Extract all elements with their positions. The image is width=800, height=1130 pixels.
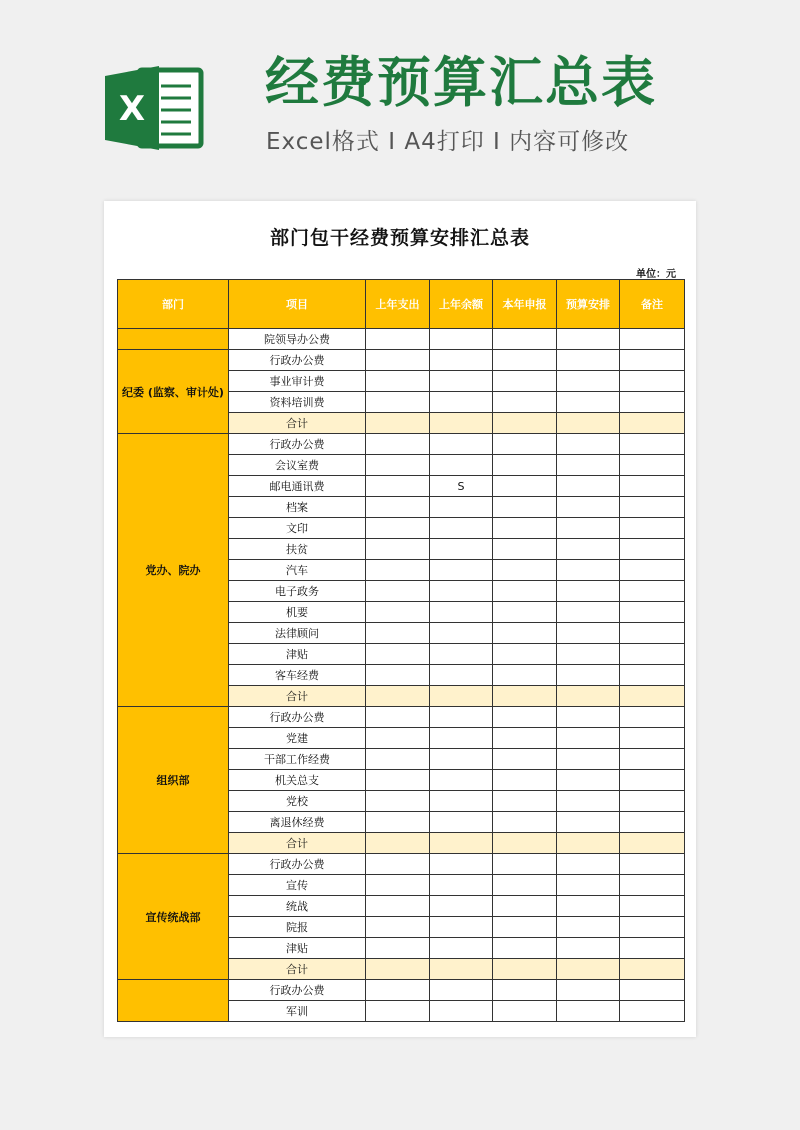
value-cell[interactable]: [366, 392, 430, 413]
value-cell[interactable]: [557, 791, 620, 812]
value-cell[interactable]: [493, 875, 557, 896]
value-cell[interactable]: [620, 875, 685, 896]
value-cell[interactable]: [430, 434, 493, 455]
value-cell[interactable]: [493, 371, 557, 392]
excel-logo-icon: [103, 62, 207, 154]
value-cell[interactable]: [430, 623, 493, 644]
item-cell[interactable]: 文印: [229, 518, 366, 539]
item-cell[interactable]: 事业审计费: [229, 371, 366, 392]
value-cell[interactable]: [557, 875, 620, 896]
value-cell[interactable]: [620, 413, 685, 434]
value-cell[interactable]: [493, 812, 557, 833]
value-cell[interactable]: [493, 728, 557, 749]
value-cell[interactable]: [493, 350, 557, 371]
value-cell[interactable]: [620, 686, 685, 707]
value-cell[interactable]: [430, 350, 493, 371]
value-cell[interactable]: [366, 938, 430, 959]
value-cell[interactable]: [493, 770, 557, 791]
value-cell[interactable]: [557, 329, 620, 350]
value-cell[interactable]: [430, 518, 493, 539]
value-cell[interactable]: [366, 518, 430, 539]
item-cell[interactable]: 机关总支: [229, 770, 366, 791]
item-cell[interactable]: 电子政务: [229, 581, 366, 602]
value-cell[interactable]: [430, 770, 493, 791]
value-cell[interactable]: [430, 707, 493, 728]
value-cell[interactable]: [366, 371, 430, 392]
value-cell[interactable]: [557, 707, 620, 728]
value-cell[interactable]: [620, 917, 685, 938]
value-cell[interactable]: [620, 497, 685, 518]
value-cell[interactable]: [366, 434, 430, 455]
value-cell[interactable]: [557, 518, 620, 539]
value-cell[interactable]: [430, 413, 493, 434]
value-cell[interactable]: [620, 770, 685, 791]
value-cell[interactable]: [493, 959, 557, 980]
value-cell[interactable]: [493, 791, 557, 812]
item-cell[interactable]: 资料培训费: [229, 392, 366, 413]
value-cell[interactable]: [557, 728, 620, 749]
value-cell[interactable]: [366, 602, 430, 623]
value-cell[interactable]: [366, 917, 430, 938]
department-cell[interactable]: 组织部: [118, 707, 229, 854]
value-cell[interactable]: S: [430, 476, 493, 497]
value-cell[interactable]: [557, 581, 620, 602]
value-cell[interactable]: [430, 329, 493, 350]
page-title: 经费预算汇总表: [265, 51, 657, 114]
value-cell[interactable]: [366, 770, 430, 791]
value-cell[interactable]: [557, 749, 620, 770]
value-cell[interactable]: [430, 854, 493, 875]
value-cell[interactable]: [620, 623, 685, 644]
value-cell[interactable]: [493, 833, 557, 854]
value-cell[interactable]: [620, 455, 685, 476]
value-cell[interactable]: [557, 896, 620, 917]
item-cell[interactable]: 党建: [229, 728, 366, 749]
value-cell[interactable]: [430, 875, 493, 896]
value-cell[interactable]: [557, 539, 620, 560]
value-cell[interactable]: [493, 560, 557, 581]
unit-label: 单位：元: [636, 269, 676, 280]
value-cell[interactable]: [620, 644, 685, 665]
value-cell[interactable]: [366, 581, 430, 602]
value-cell[interactable]: [430, 539, 493, 560]
value-cell[interactable]: [366, 791, 430, 812]
value-cell[interactable]: [430, 980, 493, 1001]
value-cell[interactable]: [430, 455, 493, 476]
value-cell[interactable]: [366, 875, 430, 896]
value-cell[interactable]: [620, 539, 685, 560]
value-cell[interactable]: [366, 644, 430, 665]
value-cell[interactable]: [430, 581, 493, 602]
value-cell[interactable]: [493, 602, 557, 623]
value-cell[interactable]: [493, 707, 557, 728]
value-cell[interactable]: [366, 413, 430, 434]
value-cell[interactable]: [620, 560, 685, 581]
value-cell[interactable]: [493, 896, 557, 917]
value-cell[interactable]: [620, 728, 685, 749]
table-header-row: [118, 280, 685, 329]
budget-table: [117, 279, 685, 1022]
table-row: [118, 329, 685, 350]
item-cell[interactable]: 邮电通讯费: [229, 476, 366, 497]
value-cell[interactable]: [493, 854, 557, 875]
item-cell[interactable]: 津贴: [229, 938, 366, 959]
value-cell[interactable]: [493, 518, 557, 539]
value-cell[interactable]: [557, 833, 620, 854]
value-cell[interactable]: [557, 371, 620, 392]
value-cell[interactable]: [557, 665, 620, 686]
value-cell[interactable]: [493, 644, 557, 665]
item-cell[interactable]: 行政办公费: [229, 854, 366, 875]
value-cell[interactable]: [430, 497, 493, 518]
value-cell[interactable]: [620, 980, 685, 1001]
value-cell[interactable]: [620, 371, 685, 392]
value-cell[interactable]: [493, 980, 557, 1001]
logo-letter: X: [118, 89, 146, 129]
value-cell[interactable]: [366, 959, 430, 980]
value-cell[interactable]: [430, 392, 493, 413]
value-cell[interactable]: [557, 938, 620, 959]
value-cell[interactable]: [620, 812, 685, 833]
table-row: [118, 350, 685, 371]
item-cell[interactable]: 法律顾问: [229, 623, 366, 644]
value-cell[interactable]: [493, 623, 557, 644]
value-cell[interactable]: [430, 665, 493, 686]
value-cell[interactable]: [557, 434, 620, 455]
column-header: 项目: [229, 280, 366, 329]
value-cell[interactable]: [366, 707, 430, 728]
value-cell[interactable]: [430, 812, 493, 833]
value-cell[interactable]: [557, 770, 620, 791]
value-cell[interactable]: [366, 623, 430, 644]
value-cell[interactable]: [366, 539, 430, 560]
value-cell[interactable]: [493, 581, 557, 602]
item-cell[interactable]: 扶贫: [229, 539, 366, 560]
item-cell[interactable]: 院领导办公费: [229, 329, 366, 350]
value-cell[interactable]: [430, 749, 493, 770]
table-row: [118, 434, 685, 455]
value-cell[interactable]: [557, 392, 620, 413]
item-cell[interactable]: 行政办公费: [229, 980, 366, 1001]
value-cell[interactable]: [430, 371, 493, 392]
value-cell[interactable]: [493, 476, 557, 497]
department-cell[interactable]: 党办、院办: [118, 434, 229, 707]
value-cell[interactable]: [493, 455, 557, 476]
value-cell[interactable]: [366, 833, 430, 854]
column-header: 预算安排: [557, 280, 620, 329]
item-cell[interactable]: 行政办公费: [229, 707, 366, 728]
value-cell[interactable]: [557, 917, 620, 938]
value-cell[interactable]: [557, 476, 620, 497]
column-header: 上年支出: [366, 280, 430, 329]
value-cell[interactable]: [557, 1001, 620, 1022]
value-cell[interactable]: [557, 812, 620, 833]
column-header: 上年余额: [430, 280, 493, 329]
value-cell[interactable]: [557, 959, 620, 980]
value-cell[interactable]: [620, 707, 685, 728]
value-cell[interactable]: [557, 560, 620, 581]
value-cell[interactable]: [493, 938, 557, 959]
table-row: [118, 707, 685, 728]
item-cell[interactable]: 军训: [229, 1001, 366, 1022]
value-cell[interactable]: [620, 434, 685, 455]
value-cell[interactable]: [430, 644, 493, 665]
item-cell[interactable]: 合计: [229, 959, 366, 980]
value-cell[interactable]: [366, 812, 430, 833]
value-cell[interactable]: [620, 518, 685, 539]
value-cell[interactable]: [430, 959, 493, 980]
value-cell[interactable]: [366, 455, 430, 476]
value-cell[interactable]: [493, 665, 557, 686]
value-cell[interactable]: [620, 791, 685, 812]
value-cell[interactable]: [557, 497, 620, 518]
value-cell[interactable]: [493, 917, 557, 938]
department-cell[interactable]: [118, 329, 229, 350]
item-cell[interactable]: 行政办公费: [229, 350, 366, 371]
value-cell[interactable]: [557, 980, 620, 1001]
value-cell[interactable]: [430, 833, 493, 854]
value-cell[interactable]: [620, 1001, 685, 1022]
value-cell[interactable]: [430, 917, 493, 938]
item-cell[interactable]: 合计: [229, 686, 366, 707]
item-cell[interactable]: 党校: [229, 791, 366, 812]
department-cell[interactable]: 宣传统战部: [118, 854, 229, 980]
value-cell[interactable]: [366, 854, 430, 875]
item-cell[interactable]: 汽车: [229, 560, 366, 581]
item-cell[interactable]: 客车经费: [229, 665, 366, 686]
value-cell[interactable]: [493, 413, 557, 434]
value-cell[interactable]: [366, 329, 430, 350]
spreadsheet-preview: [104, 201, 696, 1037]
item-cell[interactable]: 合计: [229, 413, 366, 434]
value-cell[interactable]: [557, 686, 620, 707]
table-row: [118, 980, 685, 1001]
value-cell[interactable]: [366, 665, 430, 686]
value-cell[interactable]: [557, 413, 620, 434]
value-cell[interactable]: [366, 476, 430, 497]
value-cell[interactable]: [366, 728, 430, 749]
sheet-title: 部门包干经费预算安排汇总表: [269, 227, 530, 249]
item-cell[interactable]: 宣传: [229, 875, 366, 896]
item-cell[interactable]: 合计: [229, 833, 366, 854]
department-cell[interactable]: [118, 980, 229, 1022]
value-cell[interactable]: [493, 329, 557, 350]
value-cell[interactable]: [620, 350, 685, 371]
value-cell[interactable]: [557, 644, 620, 665]
value-cell[interactable]: [620, 329, 685, 350]
item-cell[interactable]: 统战: [229, 896, 366, 917]
value-cell[interactable]: [366, 749, 430, 770]
value-cell[interactable]: [620, 749, 685, 770]
value-cell[interactable]: [366, 1001, 430, 1022]
value-cell[interactable]: [620, 833, 685, 854]
value-cell[interactable]: [493, 392, 557, 413]
value-cell[interactable]: [493, 497, 557, 518]
page-subtitle: Excel格式 I A4打印 I 内容可修改: [266, 129, 630, 155]
value-cell[interactable]: [620, 476, 685, 497]
column-header: 部门: [118, 280, 229, 329]
value-cell[interactable]: [430, 728, 493, 749]
item-cell[interactable]: 津贴: [229, 644, 366, 665]
value-cell[interactable]: [493, 749, 557, 770]
value-cell[interactable]: [493, 434, 557, 455]
column-header: 备注: [620, 280, 685, 329]
value-cell[interactable]: [557, 854, 620, 875]
item-cell[interactable]: 机要: [229, 602, 366, 623]
value-cell[interactable]: [493, 686, 557, 707]
value-cell[interactable]: [366, 980, 430, 1001]
value-cell[interactable]: [366, 497, 430, 518]
value-cell[interactable]: [620, 959, 685, 980]
value-cell[interactable]: [430, 896, 493, 917]
value-cell[interactable]: [366, 560, 430, 581]
value-cell[interactable]: [557, 602, 620, 623]
value-cell[interactable]: [366, 686, 430, 707]
value-cell[interactable]: [557, 350, 620, 371]
value-cell[interactable]: [620, 665, 685, 686]
value-cell[interactable]: [493, 1001, 557, 1022]
value-cell[interactable]: [493, 539, 557, 560]
item-cell[interactable]: 离退休经费: [229, 812, 366, 833]
item-cell[interactable]: 院报: [229, 917, 366, 938]
table-row: [118, 854, 685, 875]
value-cell[interactable]: [430, 686, 493, 707]
value-cell[interactable]: [620, 896, 685, 917]
value-cell[interactable]: [366, 896, 430, 917]
value-cell[interactable]: [430, 1001, 493, 1022]
item-cell[interactable]: 档案: [229, 497, 366, 518]
column-header: 本年申报: [493, 280, 557, 329]
item-cell[interactable]: 会议室费: [229, 455, 366, 476]
value-cell[interactable]: [557, 623, 620, 644]
value-cell[interactable]: [620, 854, 685, 875]
item-cell[interactable]: 干部工作经费: [229, 749, 366, 770]
department-cell[interactable]: 纪委 (监察、审计处): [118, 350, 229, 434]
value-cell[interactable]: [620, 581, 685, 602]
value-cell[interactable]: [366, 350, 430, 371]
value-cell[interactable]: [430, 938, 493, 959]
value-cell[interactable]: [430, 560, 493, 581]
item-cell[interactable]: 行政办公费: [229, 434, 366, 455]
value-cell[interactable]: [430, 791, 493, 812]
value-cell[interactable]: [620, 392, 685, 413]
value-cell[interactable]: [430, 602, 493, 623]
value-cell[interactable]: [557, 455, 620, 476]
value-cell[interactable]: [620, 938, 685, 959]
table-body: [118, 329, 685, 1022]
value-cell[interactable]: [620, 602, 685, 623]
